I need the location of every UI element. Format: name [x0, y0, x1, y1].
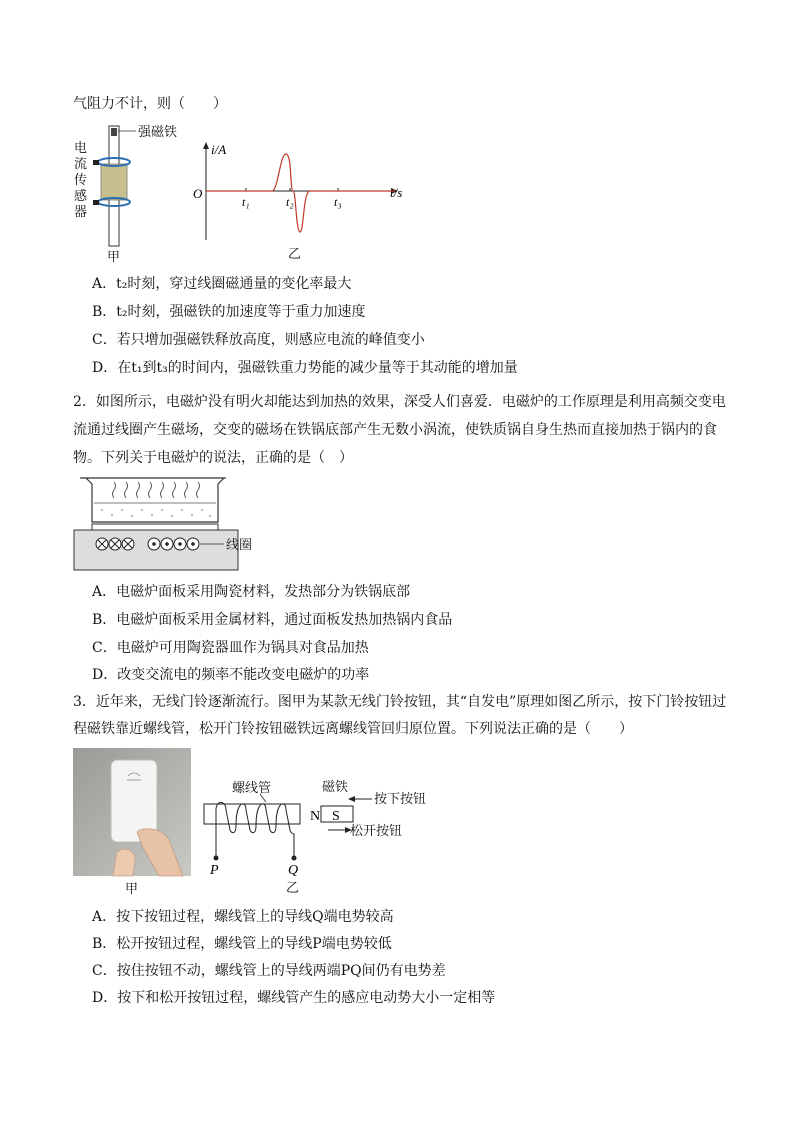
- q3-option-d: D．按下和松开按钮过程，螺线管产生的感应电动势大小一定相等: [92, 990, 496, 1006]
- magnet-label-3: 磁铁: [322, 780, 349, 795]
- caption-jia-3: 甲: [125, 882, 139, 897]
- q3-option-b: B．松开按钮过程，螺线管上的导线P端电势较低: [92, 936, 392, 952]
- sensor-label-4: 感: [74, 189, 88, 204]
- terminal-p: P: [210, 863, 219, 878]
- release-label: 松开按钮: [350, 824, 403, 839]
- terminal-q: Q: [288, 863, 299, 878]
- t2-label: t₂: [286, 195, 294, 209]
- caption-yi-3: 乙: [286, 881, 300, 896]
- coil-label: 线圈: [226, 538, 253, 553]
- caption-yi: 乙: [288, 247, 302, 262]
- sensor-label-5: 器: [74, 205, 88, 220]
- sensor-label-2: 流: [74, 157, 88, 172]
- q2-stem-line-2: 流通过线圈产生磁场，交变的磁场在铁锅底部产生无数小涡流，使铁质锅自身生热而直接加热于锅内的食: [73, 422, 717, 438]
- q3-option-c: C．按住按钮不动，螺线管上的导线两端PQ间仍有电势差: [92, 963, 446, 979]
- q2-stem-line-3: 物。下列关于电磁炉的说法，正确的是（ ）: [73, 450, 353, 466]
- t1-label: t₁: [242, 195, 250, 209]
- q3-stem-line-1: 3．近年来，无线门铃逐渐流行。图甲为某款无线门铃按钮，其“自发电”原理如图乙所示，按下门铃按钮过: [73, 694, 727, 710]
- q3-stem-line-2: 程磁铁靠近螺线管，松开门铃按钮磁铁远离螺线管回归原位置。下列说法正确的是（ ）: [73, 721, 633, 737]
- t3-label: t₃: [334, 195, 342, 209]
- q2-option-b: B．电磁炉面板采用金属材料，通过面板发热加热锅内食品: [92, 612, 453, 628]
- q1-figure-graph: [190, 140, 410, 262]
- q2-option-c: C．电磁炉可用陶瓷器皿作为锅具对食品加热: [92, 640, 369, 656]
- induction-cooker-figure: [72, 470, 262, 572]
- q1-option-d: D．在t₁到t₃的时间内，强磁铁重力势能的减少量等于其动能的增加量: [92, 360, 518, 376]
- q1-stem-tail: 气阻力不计，则（ ）: [73, 96, 227, 112]
- doorbell-photo: [73, 748, 191, 896]
- x-axis-label: t/s: [390, 185, 403, 200]
- current-curve: [206, 154, 395, 232]
- solenoid-figure: [200, 774, 427, 896]
- q1-option-a: A．t₂时刻，穿过线圈磁通量的变化率最大: [92, 276, 352, 292]
- origin-label: O: [193, 186, 203, 201]
- solenoid-label: 螺线管: [232, 781, 272, 796]
- caption-jia: 甲: [107, 250, 121, 265]
- pole-s: S: [332, 809, 340, 824]
- q2-option-d: D．改变交流电的频率不能改变电磁炉的功率: [92, 667, 370, 683]
- magnet-label: 强磁铁: [138, 125, 178, 140]
- press-label: 按下按钮: [374, 792, 427, 807]
- q1-figure-tube: [72, 118, 184, 266]
- q1-option-b: B．t₂时刻，强磁铁的加速度等于重力加速度: [92, 304, 366, 320]
- q2-option-a: A．电磁炉面板采用陶瓷材料，发热部分为铁锅底部: [92, 584, 411, 600]
- q3-option-a: A．按下按钮过程，螺线管上的导线Q端电势较高: [92, 909, 394, 925]
- pole-n: N: [310, 809, 321, 824]
- y-axis-label: i/A: [211, 142, 227, 157]
- q1-option-c: C．若只增加强磁铁释放高度，则感应电流的峰值变小: [92, 332, 425, 348]
- sensor-label-3: 传: [74, 173, 88, 188]
- sensor-label-1: 电: [74, 141, 88, 156]
- q2-stem-line-1: 2．如图所示，电磁炉没有明火却能达到加热的效果，深受人们喜爱．电磁炉的工作原理是利用高频交变电: [73, 394, 726, 410]
